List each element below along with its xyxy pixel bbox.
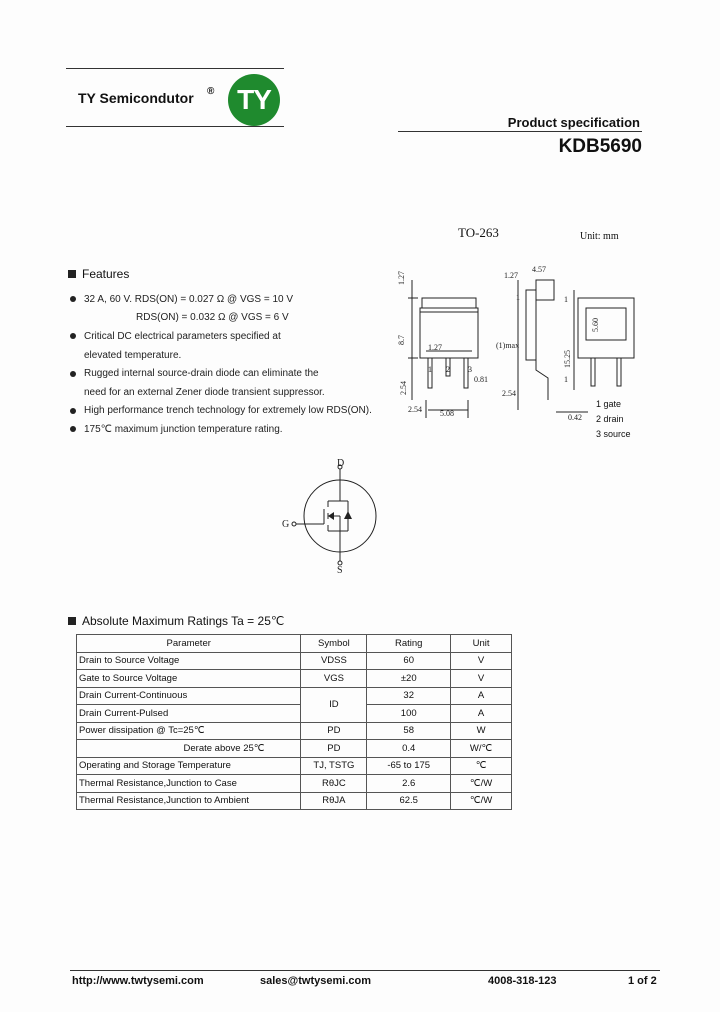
source-label: S: [337, 565, 343, 576]
pin-2-label: 2 drain: [596, 414, 624, 424]
table-row: Drain to Source Voltage VDSS 60 V: [77, 652, 512, 670]
table-row: Power dissipation @ Tc=25℃ PD 58 W: [77, 722, 512, 740]
bullet-icon: [70, 296, 76, 302]
bullet-icon: [70, 408, 76, 414]
dim-label: 1: [564, 295, 568, 304]
dim-label: 1.27: [397, 271, 406, 285]
column-header: Parameter: [77, 635, 301, 653]
section-square-icon: [68, 617, 76, 625]
pin-1-label: 1 gate: [596, 399, 622, 409]
bullet-icon: [70, 333, 76, 339]
gate-label: G: [282, 519, 290, 530]
dim-label: 5.08: [440, 409, 454, 418]
footer-email-link[interactable]: sales@twtysemi.com: [260, 975, 371, 987]
footer-page-number: 1 of 2: [628, 975, 657, 987]
dim-label: 0.42: [568, 413, 582, 422]
feature-line: elevated temperature.: [84, 349, 182, 361]
feature-line: Critical DC electrical parameters specified at: [70, 327, 390, 346]
package-title: TO-263: [458, 225, 499, 240]
dim-label: 2.54: [408, 405, 422, 414]
pin-assignments: [596, 397, 631, 442]
product-specification: Product specification: [507, 115, 640, 130]
bullet-icon: [70, 426, 76, 432]
pin-3-label: 3 source: [596, 429, 631, 439]
table-row: Thermal Resistance,Junction to Ambient RθJA 62.5 ℃/W: [77, 792, 512, 810]
footer-phone: 4008-318-123: [488, 975, 557, 987]
section-square-icon: [68, 270, 76, 278]
features-heading: Features: [68, 267, 129, 281]
footer-website-link[interactable]: http://www.twtysemi.com: [72, 975, 204, 987]
drain-label: D: [337, 458, 345, 469]
ratings-table: [76, 634, 512, 810]
ratings-heading: Absolute Maximum Ratings Ta = 25℃: [68, 614, 284, 628]
column-header: Unit: [451, 635, 512, 653]
dim-label: 4.57: [532, 265, 546, 274]
dim-label: 8.7: [397, 335, 406, 345]
dim-label: 1: [516, 293, 520, 302]
mosfet-symbol: [276, 455, 386, 575]
brand-name: TY Semicondutor: [78, 90, 194, 106]
feature-line: 175℃ maximum junction temperature rating.: [70, 420, 390, 439]
dim-label: 15.25: [563, 350, 572, 368]
table-row: Derate above 25℃ PD 0.4 W/℃: [77, 740, 512, 758]
table-row: Operating and Storage Temperature TJ, TSTG -65 to 175 ℃: [77, 757, 512, 775]
dim-label: 1.27: [428, 343, 442, 352]
dim-label: 3: [468, 365, 472, 374]
table-row: Gate to Source Voltage VGS ±20 V: [77, 670, 512, 688]
table-row: Drain Current-Continuous ID 32 A: [77, 687, 512, 705]
column-header: Rating: [367, 635, 451, 653]
feature-line: Rugged internal source-drain diode can eliminate the: [70, 364, 390, 383]
dim-label: 2.54: [502, 389, 516, 398]
dim-label: 0.81: [474, 375, 488, 384]
dim-label: 1: [564, 375, 568, 384]
column-header: Symbol: [301, 635, 367, 653]
feature-line: RDS(ON) = 0.032 Ω @ VGS = 6 V: [136, 312, 289, 324]
registered-mark: ®: [207, 86, 215, 97]
table-row: Drain Current-Pulsed 100 A: [77, 705, 512, 723]
ty-logo: TY: [228, 74, 280, 126]
dim-label: 2.54: [399, 381, 408, 395]
dim-label: 1.27: [504, 271, 518, 280]
features-list: [70, 290, 390, 439]
feature-line: 32 A, 60 V. RDS(ON) = 0.027 Ω @ VGS = 10 V: [70, 290, 390, 309]
feature-line: High performance trench technology for extremely low RDS(ON).: [70, 402, 390, 421]
dim-label: 1: [428, 365, 432, 374]
dim-label: 5.60: [591, 318, 600, 332]
dim-label: 2: [446, 365, 450, 374]
bullet-icon: [70, 371, 76, 377]
table-header-row: [77, 635, 512, 653]
package-units: Unit: mm: [580, 231, 619, 242]
part-number: KDB5690: [558, 136, 642, 157]
feature-line: need for an external Zener diode transient suppressor.: [84, 386, 325, 398]
table-row: Thermal Resistance,Junction to Case RθJC 2.6 ℃/W: [77, 775, 512, 793]
dim-label: (1)max: [496, 341, 520, 350]
